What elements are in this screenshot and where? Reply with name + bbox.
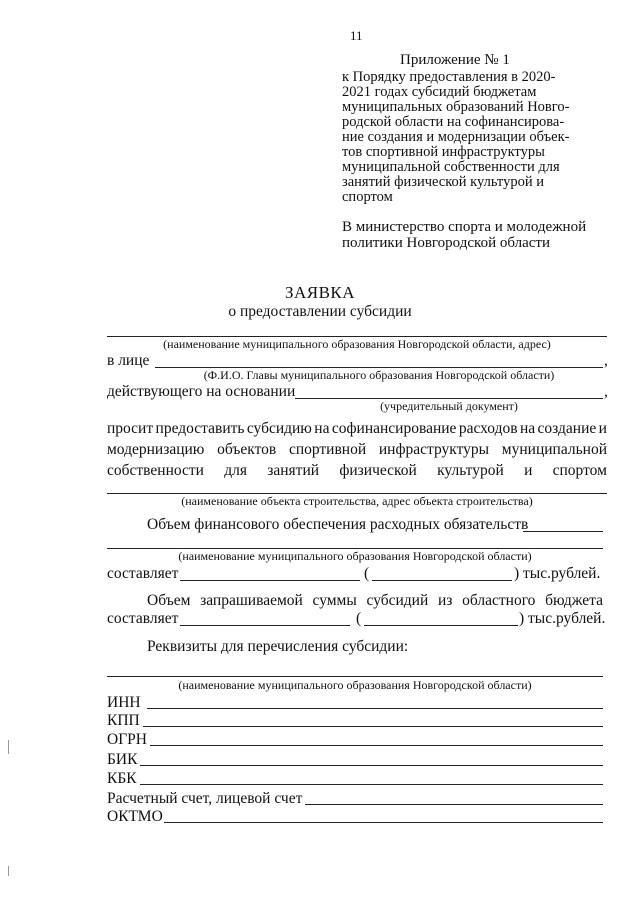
request-word: на: [519, 420, 536, 437]
financing-amount-unit: ) тыс.рублей.: [514, 565, 601, 582]
request-word: предоставить: [155, 420, 245, 437]
inn-label: ИНН: [107, 694, 141, 711]
appendix-line: спортом: [342, 189, 393, 205]
request-line-3: [107, 462, 607, 480]
request-word: занятий: [267, 462, 320, 479]
financing-municipality-caption: (наименование муниципального образования Новгородской области): [178, 549, 532, 563]
subsidy-amount-words-field[interactable]: [364, 625, 518, 626]
account-field[interactable]: [305, 804, 603, 805]
appendix-line: занятий физической культурой и: [342, 174, 544, 190]
financing-amount-field[interactable]: [180, 580, 360, 581]
subsidy-word: суммы: [312, 592, 357, 609]
requisites-heading: Реквизиты для перечисления субсидии:: [147, 638, 409, 655]
appendix-line: муниципальных образований Новго-: [342, 99, 570, 115]
subsidy-amount-label: составляет: [107, 610, 179, 627]
subsidy-word: бюджета: [545, 592, 603, 609]
document-subtitle: о предоставлении субсидии: [228, 303, 412, 320]
subsidy-word: областного: [462, 592, 536, 609]
requisites-municipality-caption: (наименование муниципального образования Новгородской области): [178, 678, 532, 692]
scan-mark: [8, 866, 9, 876]
subsidy-word: из: [438, 592, 453, 609]
request-line-1: [107, 420, 607, 438]
request-word: физической: [339, 462, 417, 479]
request-word: муниципальной: [501, 441, 607, 458]
document-title: ЗАЯВКА: [284, 283, 356, 302]
appendix-line: 2021 годах субсидий бюджетам: [342, 84, 537, 100]
subsidy-amount-field[interactable]: [180, 625, 350, 626]
request-word: софинансирование: [331, 420, 457, 437]
request-word: на: [314, 420, 330, 437]
oktmo-field[interactable]: [164, 822, 603, 823]
kbk-field[interactable]: [140, 784, 603, 785]
kpp-field[interactable]: [143, 726, 603, 727]
addressee: [342, 219, 612, 251]
request-word: создание: [537, 420, 597, 437]
subsidy-word: Объем: [147, 592, 191, 609]
in-person-label: в лице: [107, 352, 150, 369]
request-word: спортивной: [288, 441, 367, 458]
paren-open: (: [364, 565, 370, 582]
request-word: и: [598, 420, 607, 437]
kbk-label: КБК: [107, 770, 137, 787]
request-word: объектов: [217, 441, 277, 458]
appendix-line: родской области на софинансирова-: [342, 114, 565, 130]
subsidy-word: субсидий: [366, 592, 429, 609]
comma: ,: [604, 352, 608, 369]
comma: ,: [604, 383, 608, 400]
appendix-line: тов спортивной инфраструктуры: [342, 144, 545, 160]
request-word: и: [524, 462, 533, 479]
request-word: субсидию: [246, 420, 312, 437]
subsidy-label: [147, 592, 603, 610]
appendix-line: муниципальной собственности для: [342, 159, 560, 175]
ogrn-field[interactable]: [150, 745, 603, 746]
requisites-municipality-field[interactable]: [107, 676, 603, 677]
scan-mark: [8, 740, 9, 754]
page-number: 11: [350, 28, 363, 43]
request-word: просит: [107, 420, 154, 437]
municipality-address-caption: (наименование муниципального образования Новгородской области, адрес): [163, 337, 551, 351]
financing-label: Объем финансового обеспечения расходных обязательств: [147, 516, 529, 533]
paren-open: (: [356, 610, 362, 627]
acting-basis-label: действующего на основании: [107, 383, 296, 400]
appendix-line: к Порядку предоставления в 2020-: [342, 69, 556, 85]
addressee-line: В министерство спорта и молодежной: [342, 219, 587, 235]
ogrn-label: ОГРН: [107, 731, 147, 748]
inn-field[interactable]: [147, 708, 603, 709]
object-name-caption: (наименование объекта строительства, адрес объекта строительства): [181, 494, 533, 508]
appendix-description: [342, 70, 597, 205]
request-word: собственности: [107, 462, 204, 479]
founding-document-caption: (учредительный документ): [380, 399, 518, 413]
appendix-title: Приложение № 1: [400, 52, 510, 68]
bik-field[interactable]: [140, 765, 603, 766]
request-word: модернизацию: [107, 441, 205, 458]
request-word: расходов: [458, 420, 518, 437]
request-word: культурой: [437, 462, 504, 479]
appendix-line: ние создания и модернизации объек-: [342, 129, 570, 145]
account-label: Расчетный счет, лицевой счет: [107, 790, 303, 807]
oktmo-label: ОКТМО: [107, 808, 163, 825]
financing-amount-label: составляет: [107, 565, 179, 582]
subsidy-word: запрашиваемой: [200, 592, 303, 609]
financing-amount-words-field[interactable]: [372, 580, 512, 581]
financing-volume-field[interactable]: [523, 531, 603, 532]
request-word: спортом: [552, 462, 607, 479]
request-line-2: [107, 441, 607, 459]
bik-label: БИК: [107, 751, 138, 768]
kpp-label: КПП: [107, 712, 140, 729]
request-word: для: [224, 462, 247, 479]
head-name-caption: (Ф.И.О. Главы муниципального образования Новгородской области): [203, 368, 555, 382]
request-word: инфраструктуры: [378, 441, 490, 458]
addressee-line: политики Новгородской области: [342, 235, 550, 251]
subsidy-amount-unit: ) тыс.рублей.: [519, 610, 606, 627]
